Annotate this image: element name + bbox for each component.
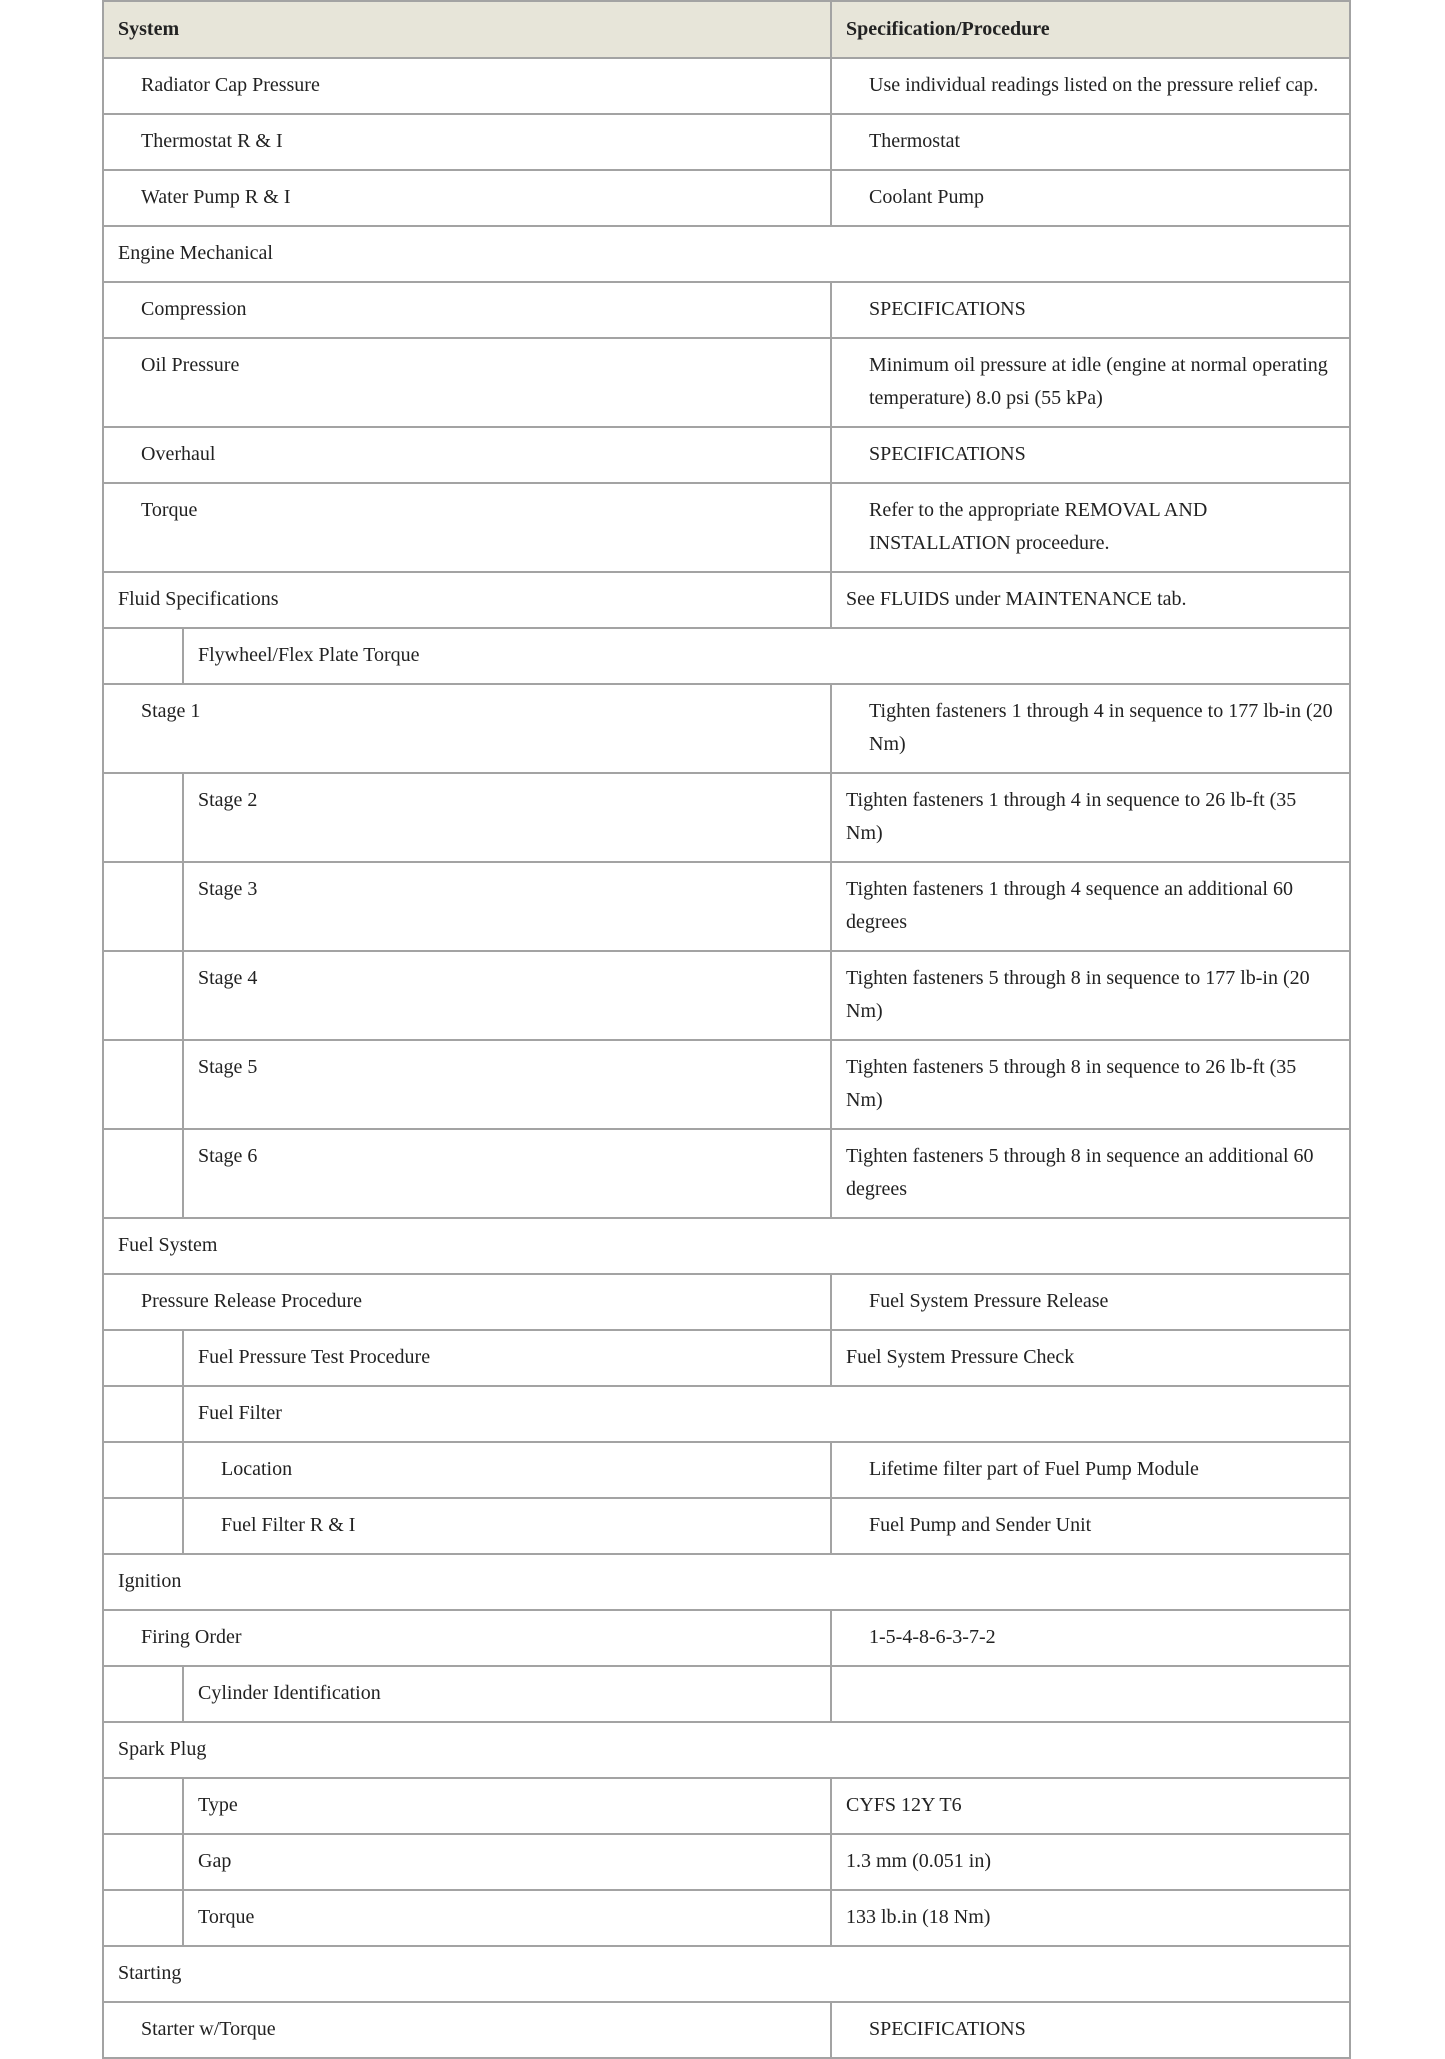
subsection-row (103, 628, 1350, 684)
system-label: Firing Order (103, 1610, 831, 1666)
section-label: Ignition (103, 1554, 1350, 1610)
spec-value: 1-5-4-8-6-3-7-2 (831, 1610, 1350, 1666)
system-label: Overhaul (103, 427, 831, 483)
table-row (103, 1666, 1350, 1722)
indent-spacer (103, 1330, 183, 1386)
table-row (103, 951, 1350, 1040)
indent-spacer (103, 773, 183, 862)
system-label: Torque (183, 1890, 831, 1946)
system-label: Stage 6 (183, 1129, 831, 1218)
spec-value: 1.3 mm (0.051 in) (831, 1834, 1350, 1890)
spec-value: SPECIFICATIONS (831, 427, 1350, 483)
indent-spacer (103, 1386, 183, 1442)
subsection-label: Fuel Filter (183, 1386, 1350, 1442)
subsection-row (103, 1386, 1350, 1442)
spec-value: Tighten fasteners 1 through 4 in sequence to 177 lb-in (20 Nm) (831, 684, 1350, 773)
system-label: Stage 2 (183, 773, 831, 862)
table-row (103, 1330, 1350, 1386)
spec-value: Fuel System Pressure Release (831, 1274, 1350, 1330)
section-row (103, 1946, 1350, 2002)
spec-value: Use individual readings listed on the pressure relief cap. (831, 58, 1350, 114)
system-label: Cylinder Identification (183, 1666, 831, 1722)
indent-spacer (103, 1666, 183, 1722)
system-label: Compression (103, 282, 831, 338)
spec-value: Refer to the appropriate REMOVAL AND INSTALLATION proceedure. (831, 483, 1350, 572)
table-header-row (103, 1, 1350, 58)
subsection-label: Flywheel/Flex Plate Torque (183, 628, 1350, 684)
table-row (103, 483, 1350, 572)
system-label: Pressure Release Procedure (103, 1274, 831, 1330)
indent-spacer (103, 1498, 183, 1554)
table-row (103, 338, 1350, 427)
spec-value: Lifetime filter part of Fuel Pump Module (831, 1442, 1350, 1498)
table-row (103, 1498, 1350, 1554)
spec-value: Minimum oil pressure at idle (engine at normal operating temperature) 8.0 psi (55 kPa) (831, 338, 1350, 427)
column-header-specification: Specification/Procedure (831, 1, 1350, 58)
system-label: Location (183, 1442, 831, 1498)
indent-spacer (103, 1129, 183, 1218)
spec-value: See FLUIDS under MAINTENANCE tab. (831, 572, 1350, 628)
indent-spacer (103, 1442, 183, 1498)
system-label: Stage 1 (103, 684, 831, 773)
specification-table (102, 0, 1351, 2059)
table-row (103, 2002, 1350, 2058)
table-body (103, 58, 1350, 2058)
section-row (103, 1722, 1350, 1778)
indent-spacer (103, 1890, 183, 1946)
table-row (103, 684, 1350, 773)
table-row (103, 427, 1350, 483)
indent-spacer (103, 628, 183, 684)
section-label: Starting (103, 1946, 1350, 2002)
spec-value: SPECIFICATIONS (831, 282, 1350, 338)
system-label: Torque (103, 483, 831, 572)
indent-spacer (103, 1834, 183, 1890)
spec-value: SPECIFICATIONS (831, 2002, 1350, 2058)
system-label: Stage 5 (183, 1040, 831, 1129)
system-label: Stage 3 (183, 862, 831, 951)
spec-value: Tighten fasteners 1 through 4 sequence an additional 60 degrees (831, 862, 1350, 951)
table-row (103, 572, 1350, 628)
system-label: Fuel Pressure Test Procedure (183, 1330, 831, 1386)
system-label: Thermostat R & I (103, 114, 831, 170)
system-label: Gap (183, 1834, 831, 1890)
table-row (103, 114, 1350, 170)
spec-value: Tighten fasteners 1 through 4 in sequence to 26 lb-ft (35 Nm) (831, 773, 1350, 862)
spec-value: Fuel System Pressure Check (831, 1330, 1350, 1386)
section-row (103, 1554, 1350, 1610)
section-row (103, 226, 1350, 282)
indent-spacer (103, 862, 183, 951)
table-row (103, 1610, 1350, 1666)
spec-value: 133 lb.in (18 Nm) (831, 1890, 1350, 1946)
indent-spacer (103, 1040, 183, 1129)
spec-value: Thermostat (831, 114, 1350, 170)
table-row (103, 1129, 1350, 1218)
table-row (103, 1040, 1350, 1129)
system-label: Water Pump R & I (103, 170, 831, 226)
spec-value: Tighten fasteners 5 through 8 in sequence to 26 lb-ft (35 Nm) (831, 1040, 1350, 1129)
table-row (103, 862, 1350, 951)
table-row (103, 1890, 1350, 1946)
system-label: Radiator Cap Pressure (103, 58, 831, 114)
system-label: Fuel Filter R & I (183, 1498, 831, 1554)
spec-value: Tighten fasteners 5 through 8 in sequence to 177 lb-in (20 Nm) (831, 951, 1350, 1040)
column-header-system: System (103, 1, 831, 58)
system-label: Type (183, 1778, 831, 1834)
section-label: Engine Mechanical (103, 226, 1350, 282)
system-label: Oil Pressure (103, 338, 831, 427)
section-label: Spark Plug (103, 1722, 1350, 1778)
table-row (103, 282, 1350, 338)
table-row (103, 1274, 1350, 1330)
spec-value: Fuel Pump and Sender Unit (831, 1498, 1350, 1554)
system-label: Starter w/Torque (103, 2002, 831, 2058)
section-label: Fuel System (103, 1218, 1350, 1274)
table-row (103, 170, 1350, 226)
section-row (103, 1218, 1350, 1274)
table-row (103, 1442, 1350, 1498)
table-row (103, 773, 1350, 862)
system-label: Stage 4 (183, 951, 831, 1040)
spec-value: Tighten fasteners 5 through 8 in sequence an additional 60 degrees (831, 1129, 1350, 1218)
table-row (103, 58, 1350, 114)
spec-value (831, 1666, 1350, 1722)
indent-spacer (103, 951, 183, 1040)
spec-value: CYFS 12Y T6 (831, 1778, 1350, 1834)
table-row (103, 1834, 1350, 1890)
spec-value: Coolant Pump (831, 170, 1350, 226)
indent-spacer (103, 1778, 183, 1834)
system-label: Fluid Specifications (103, 572, 831, 628)
table-row (103, 1778, 1350, 1834)
